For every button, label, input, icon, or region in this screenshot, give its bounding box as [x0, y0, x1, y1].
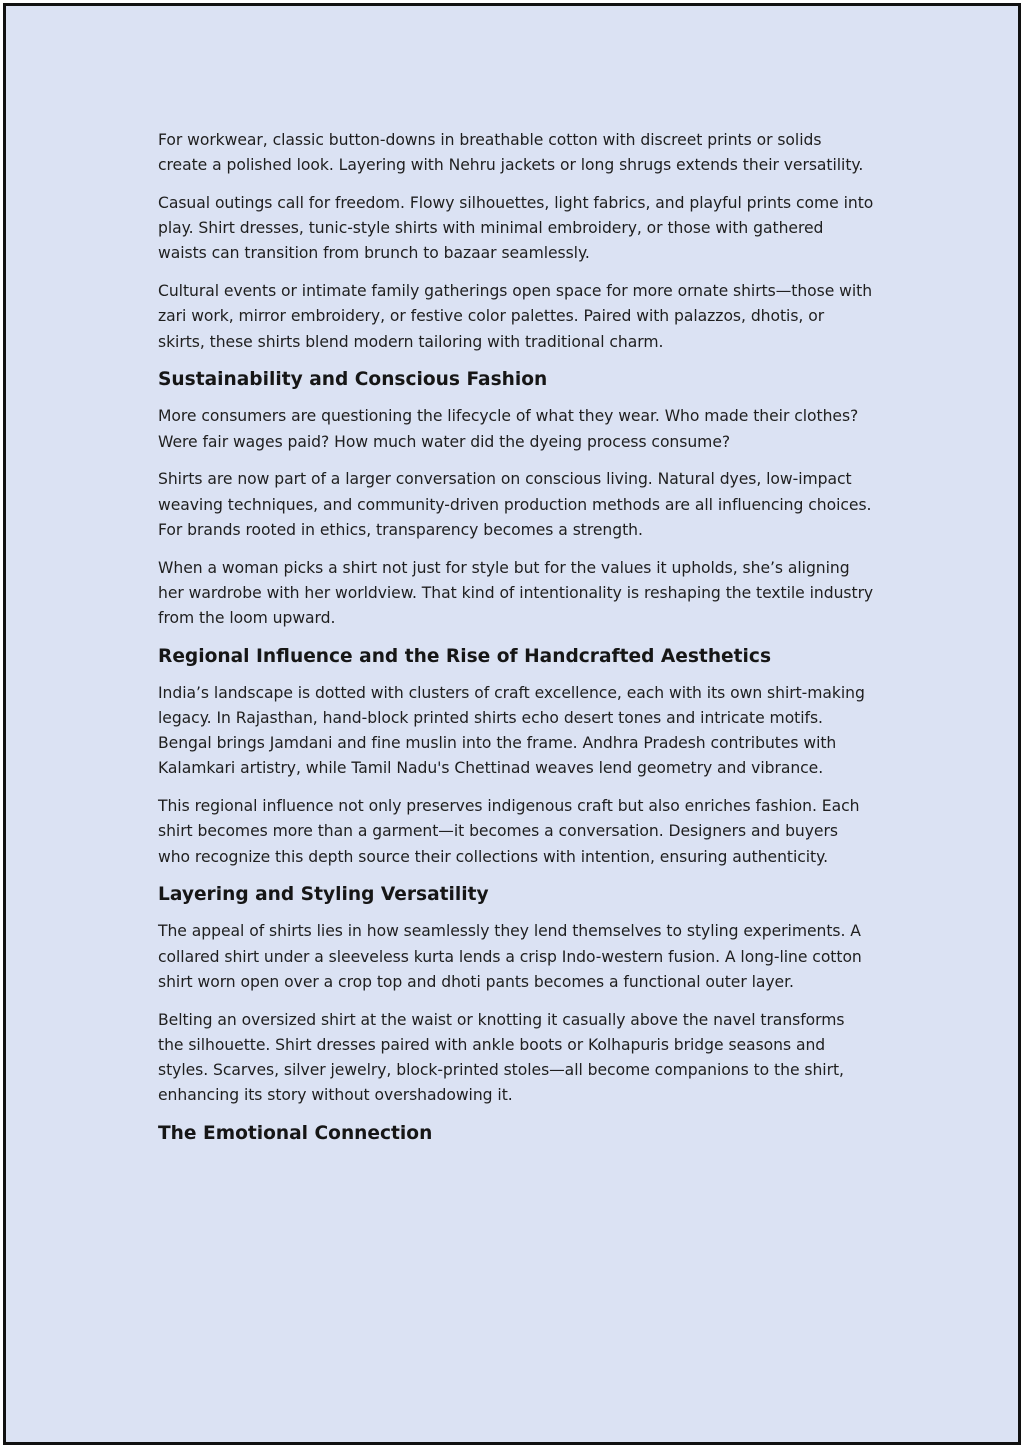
- regional-paragraph-1: India’s landscape is dotted with clusters of craft excellence, each with its own shirt-making legacy. In Rajasthan, hand-block printed shirts echo desert tones and intricate motifs. Bengal brings Jamdani and fine muslin into the frame. Andhra Pradesh contributes with Kalamkari artistry, while Tamil Nadu's Chettinad weaves lend geometry and vibrance.: [158, 683, 865, 778]
- intro-paragraph-workwear: For workwear, classic button-downs in breathable cotton with discreet prints or solids create a polished look. Layering with Nehru jackets or long shrugs extends their versatility.: [158, 131, 864, 175]
- intro-paragraph-casual: Casual outings call for freedom. Flowy silhouettes, light fabrics, and playful prints come into play. Shirt dresses, tunic-style shirts with minimal embroidery, or those with gathered waists can transition from brunch to bazaar seamlessly.: [158, 194, 874, 263]
- layering-paragraph-1: The appeal of shirts lies in how seamlessly they lend themselves to styling experiments. A collared shirt under a sleeveless kurta lends a crisp Indo-western fusion. A long-line cotton shirt worn open over a crop top and dhoti pants becomes a functional outer layer.: [158, 922, 862, 991]
- section-heading-emotional: The Emotional Connection: [158, 1123, 433, 1145]
- layering-paragraph-2: Belting an oversized shirt at the waist or knotting it casually above the navel transforms the silhouette. Shirt dresses paired with ankle boots or Kolhapuris bridge seasons and styles. Scarves, silver jewelry, block-printed stoles—all become companions to the shirt, enhancing its story without overshadowing it.: [158, 1010, 845, 1105]
- regional-paragraph-2: This regional influence not only preserves indigenous craft but also enriches fashion. Each shirt becomes more than a garment—it becomes a conversation. Designers and buyers who recognize this depth source their collections with intention, ensuring authenticity.: [158, 797, 860, 866]
- document-page: [3, 3, 1021, 1445]
- intro-paragraph-cultural: Cultural events or intimate family gatherings open space for more ornate shirts—those with zari work, mirror embroidery, or festive color palettes. Paired with palazzos, dhotis, or skirts, these shirts blend modern tailoring with traditional charm.: [158, 282, 873, 351]
- sustainability-paragraph-3: When a woman picks a shirt not just for style but for the values it upholds, she’s aligning her wardrobe with her worldview. That kind of intentionality is reshaping the textile industry from the loom upward.: [158, 558, 874, 628]
- section-heading-regional: Regional Influence and the Rise of Handcrafted Aesthetics: [158, 645, 772, 667]
- sustainability-paragraph-1: More consumers are questioning the lifecycle of what they wear. Who made their clothes? Were fair wages paid? How much water did the dyeing process consume?: [158, 407, 859, 451]
- section-heading-sustainability: Sustainability and Conscious Fashion: [158, 369, 548, 391]
- section-heading-layering: Layering and Styling Versatility: [158, 884, 489, 906]
- sustainability-paragraph-2: Shirts are now part of a larger conversation on conscious living. Natural dyes, low-impact weaving techniques, and community-driven production methods are all influencing choices. For brands rooted in ethics, transparency becomes a strength.: [158, 470, 872, 539]
- article-body: [158, 128, 874, 1158]
